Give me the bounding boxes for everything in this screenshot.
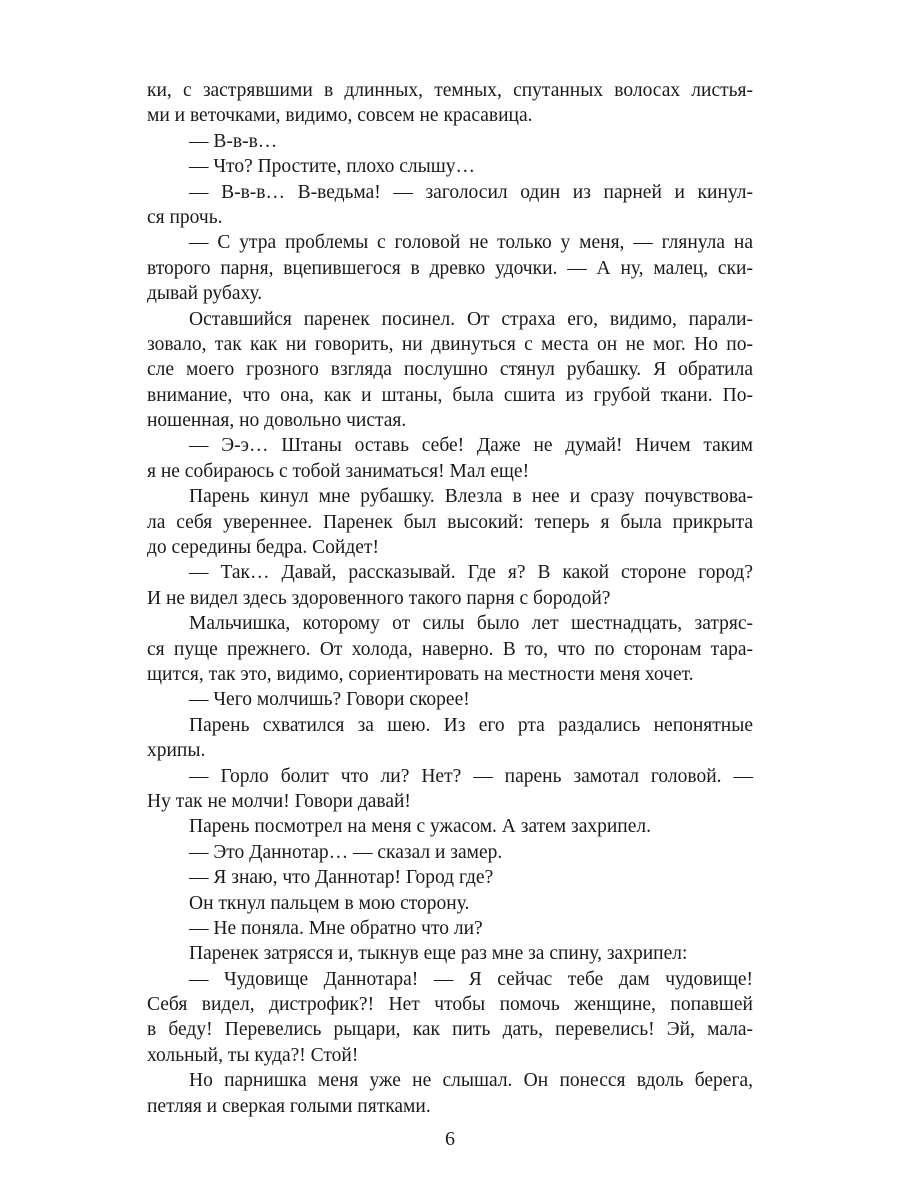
- text-line: внимание, что она, как и штаны, была сшита из грубой ткани. По-: [147, 384, 753, 406]
- text-line: сле моего грозного взгляда послушно стянул рубашку. Я обратила: [147, 359, 753, 381]
- text-line: Парень схватился за шею. Из его рта раздались непонятные: [189, 714, 753, 736]
- text-line: Но парнишка меня уже не слышал. Он понесся вдоль берега,: [189, 1070, 753, 1092]
- text-line: — Я знаю, что Даннотар! Город где?: [189, 867, 494, 889]
- text-line: ношенная, но довольно чистая.: [147, 410, 407, 432]
- text-line: — Не поняла. Мне обратно что ли?: [189, 917, 483, 939]
- text-line: зовало, так как ни говорить, ни двинуться с места он не мог. Но по-: [147, 333, 753, 355]
- text-line: И не видел здесь здоровенного такого парня с бородой?: [147, 587, 611, 609]
- text-line: Ну так не молчи! Говори давай!: [147, 790, 411, 812]
- text-line: — Э-э… Штаны оставь себе! Даже не думай! Ничем таким: [189, 435, 753, 457]
- text-line: до середины бедра. Сойдет!: [147, 537, 379, 559]
- text-line: — Чего молчишь? Говори скорее!: [189, 689, 470, 711]
- text-line: — В-в-в… В-ведьма! — заголосил один из парней и кинул-: [189, 181, 753, 203]
- text-line: дывай рубаху.: [147, 283, 263, 305]
- text-line: второго парня, вцепившегося в древко удочки. — А ну, малец, ски-: [147, 257, 753, 279]
- text-line: — Горло болит что ли? Нет? — парень замотал головой. —: [189, 765, 753, 787]
- text-line: — Чудовище Даннотара! — Я сейчас тебе дам чудовище!: [189, 968, 753, 990]
- text-line: ся прочь.: [147, 206, 223, 228]
- text-line: щится, так это, видимо, сориентировать на местности меня хочет.: [147, 663, 694, 685]
- text-line: я не собираюсь с тобой заниматься! Мал еще!: [147, 460, 530, 482]
- text-line: ся пуще прежнего. От холода, наверно. В то, что по сторонам тара-: [147, 638, 753, 660]
- text-line: — Так… Давай, рассказывай. Где я? В какой стороне город?: [189, 562, 753, 584]
- text-line: — В-в-в…: [189, 130, 278, 152]
- text-line: Себя видел, дистрофик?! Нет чтобы помочь женщине, попавшей: [147, 994, 753, 1016]
- text-line: ми и веточками, видимо, совсем не красавица.: [147, 105, 533, 127]
- text-line: Парень кинул мне рубашку. Влезла в нее и сразу почувствова-: [189, 486, 753, 508]
- text-line: — Это Даннотар… — сказал и замер.: [189, 841, 503, 863]
- text-line: Оставшийся паренек посинел. От страха его, видимо, парали-: [189, 308, 753, 330]
- text-line: Он ткнул пальцем в мою сторону.: [189, 892, 470, 914]
- page-number: 6: [445, 1128, 455, 1150]
- text-line: хрипы.: [147, 740, 206, 762]
- text-line: Парень посмотрел на меня с ужасом. А затем захрипел.: [189, 816, 651, 838]
- text-line: — Что? Простите, плохо слышу…: [189, 156, 476, 178]
- body-text: [147, 78, 753, 1119]
- text-line: Мальчишка, которому от силы было лет шестнадцать, затряс-: [189, 613, 753, 635]
- text-line: ки, с застрявшими в длинных, темных, спутанных волосах листья-: [147, 80, 753, 101]
- text-line: петляя и сверкая голыми пятками.: [147, 1095, 431, 1117]
- text-line: хольный, ты куда?! Стой!: [147, 1044, 359, 1066]
- text-line: в беду! Перевелись рыцари, как пить дать, перевелись! Эй, мала-: [147, 1019, 753, 1041]
- text-line: ла себя увереннее. Паренек был высокий: теперь я была прикрыта: [147, 511, 753, 533]
- text-line: — С утра проблемы с головой не только у меня, — глянула на: [189, 232, 753, 254]
- text-line: Паренек затрясся и, тыкнув еще раз мне за спину, захрипел:: [189, 943, 688, 965]
